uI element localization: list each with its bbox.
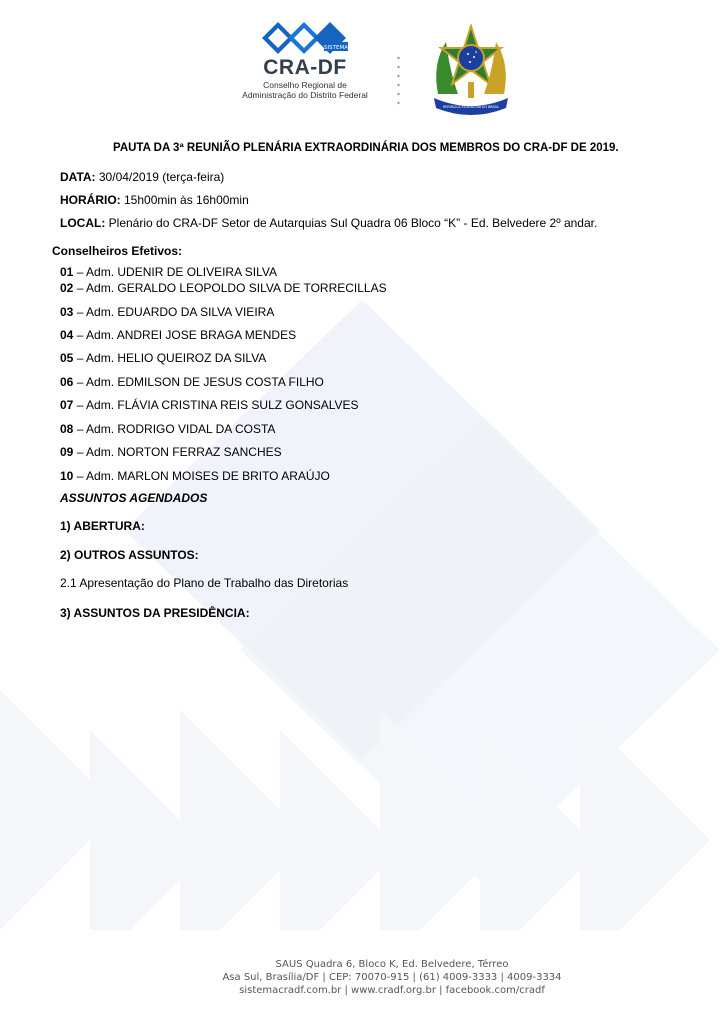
member-item: 02 – Adm. GERALDO LEOPOLDO SILVA DE TORRECILLAS <box>60 281 387 295</box>
footer-web: sistemacradf.com.br | www.cradf.org.br | facebook.com/cradf <box>239 985 545 996</box>
agenda-item-abertura: 1) ABERTURA: <box>60 519 145 533</box>
coat-ribbon-text: REPUBLICA FEDERATIVA DO BRASIL <box>442 105 500 109</box>
agenda-subitem-2-1: 2.1 Apresentação do Plano de Trabalho das Diretorias <box>60 576 349 590</box>
member-item: 06 – Adm. EDMILSON DE JESUS COSTA FILHO <box>60 375 324 389</box>
brazil-coat-of-arms-icon <box>428 24 514 116</box>
local-line <box>60 216 597 230</box>
logo-name: CRA-DF <box>263 56 347 79</box>
watermark-logo <box>0 270 724 930</box>
cra-df-logo <box>240 20 370 120</box>
cra-diamond-icon <box>260 20 350 56</box>
local-value: Plenário do CRA-DF Setor de Autarquias Sul Quadra 06 Bloco “K” - Ed. Belvedere 2º andar. <box>105 216 598 230</box>
local-label: LOCAL: <box>60 216 106 230</box>
horario-label: HORÁRIO: <box>60 193 121 207</box>
member-item: 09 – Adm. NORTON FERRAZ SANCHES <box>60 445 282 459</box>
data-line <box>60 170 224 184</box>
member-item: 03 – Adm. EDUARDO DA SILVA VIEIRA <box>60 305 275 319</box>
header-divider <box>397 56 400 106</box>
horario-line <box>60 193 249 207</box>
page-footer <box>0 958 724 997</box>
member-item: 01 – Adm. UDENIR DE OLIVEIRA SILVA <box>60 265 277 279</box>
agenda-item-presidencia: 3) ASSUNTOS DA PRESIDÊNCIA: <box>60 606 250 620</box>
member-item: 07 – Adm. FLÁVIA CRISTINA REIS SULZ GONSALVES <box>60 398 359 412</box>
member-item: 04 – Adm. ANDREI JOSE BRAGA MENDES <box>60 328 297 342</box>
footer-address: SAUS Quadra 6, Bloco K, Ed. Belvedere, Térreo <box>275 959 509 970</box>
footer-contact: Asa Sul, Brasília/DF | CEP: 70070-915 | (61) 4009-3333 | 4009-3334 <box>222 972 562 983</box>
member-item: 10 – Adm. MARLON MOISES DE BRITO ARAÚJO <box>60 469 330 483</box>
agenda-item-outros-assuntos: 2) OUTROS ASSUNTOS: <box>60 548 199 562</box>
member-item: 05 – Adm. HELIO QUEIROZ DA SILVA <box>60 351 267 365</box>
data-value: 30/04/2019 (terça-feira) <box>95 170 225 184</box>
assuntos-heading: ASSUNTOS AGENDADOS <box>60 491 208 505</box>
data-label: DATA: <box>60 170 96 184</box>
conselheiros-heading: Conselheiros Efetivos: <box>52 244 183 258</box>
horario-value: 15h00min às 16h00min <box>120 193 249 207</box>
logo-subtitle-2: Administração do Distrito Federal <box>242 90 368 100</box>
member-item: 08 – Adm. RODRIGO VIDAL DA COSTA <box>60 422 276 436</box>
logo-subtitle-1: Conselho Regional de <box>263 80 347 90</box>
logo-badge: SISTEMA <box>324 45 348 51</box>
document-title: PAUTA DA 3ª REUNIÃO PLENÁRIA EXTRAORDINÁRIA DOS MEMBROS DO CRA-DF DE 2019. <box>113 142 619 154</box>
page-header <box>0 20 724 120</box>
